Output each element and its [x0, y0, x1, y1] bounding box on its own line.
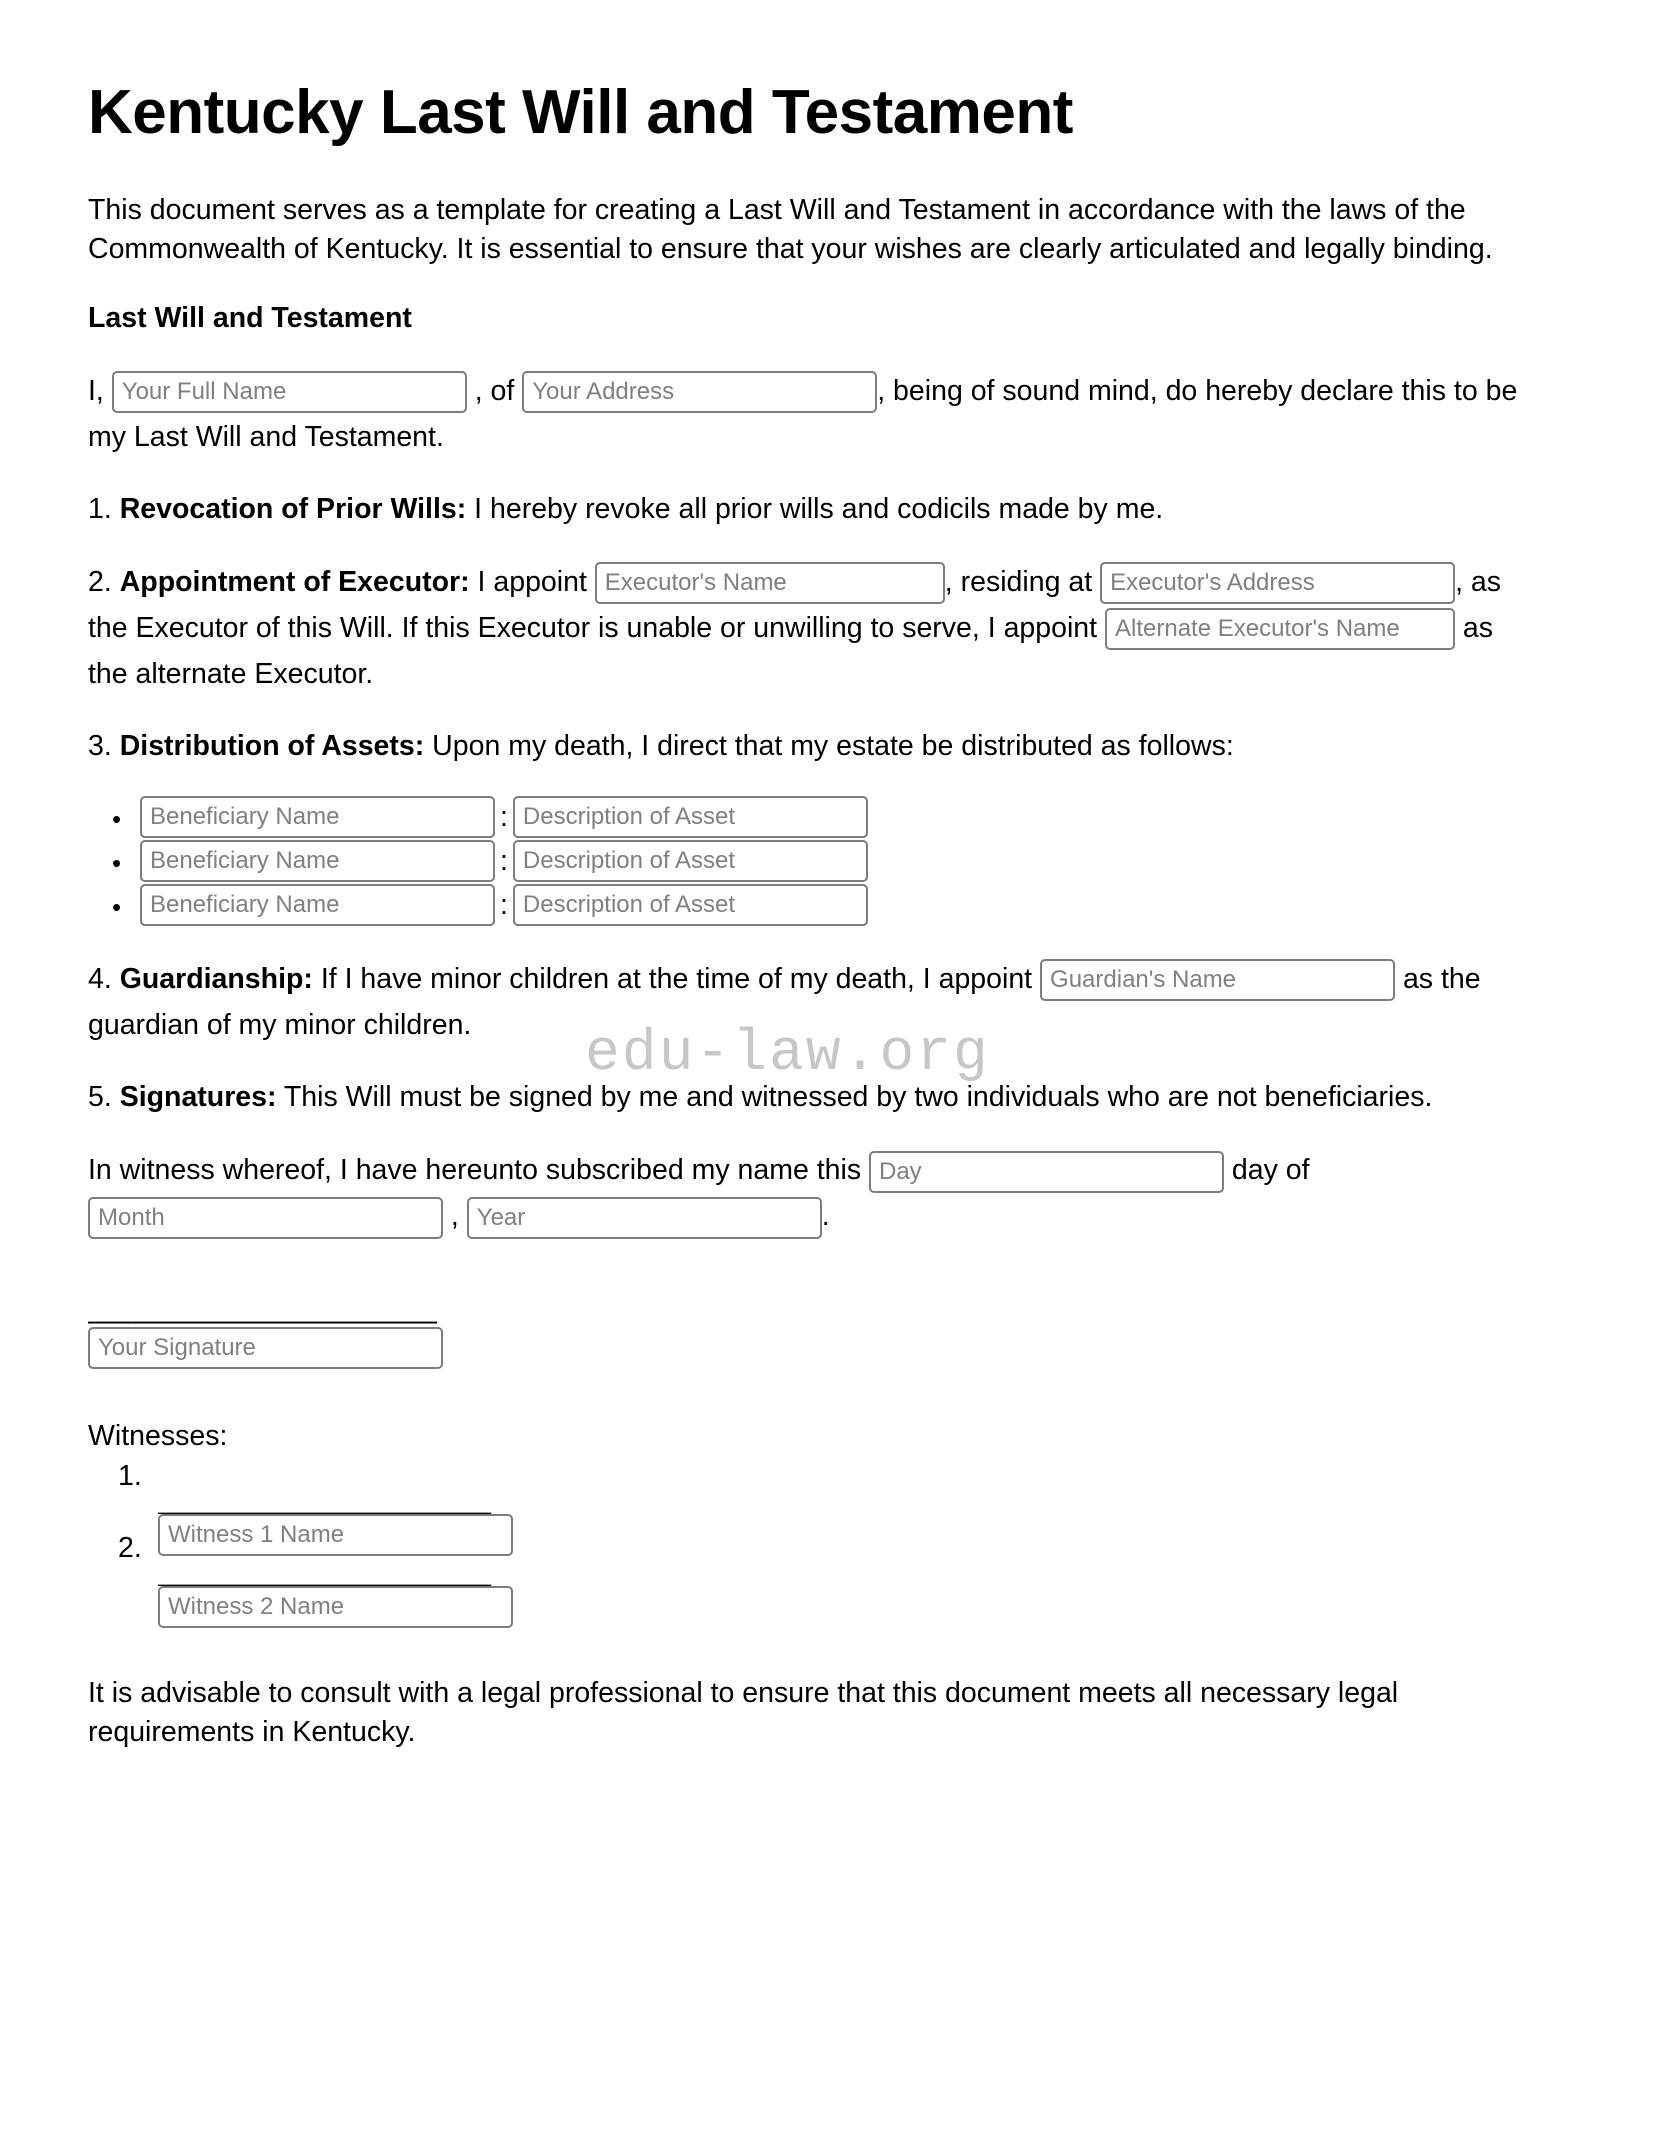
year-input[interactable] [467, 1197, 822, 1239]
revocation-heading: Revocation of Prior Wills: [119, 493, 467, 525]
attestation-text-1: In witness whereof, I have hereunto subscribed my name this [88, 1154, 862, 1187]
list-item [140, 796, 1528, 838]
signature-block [88, 1295, 1528, 1369]
asset-description-input-1[interactable] [513, 796, 868, 838]
signature-input-wrapper [88, 1327, 1528, 1369]
list-item [140, 840, 1528, 882]
executor-address-input[interactable] [1100, 562, 1455, 604]
witness-1-name-input[interactable] [158, 1514, 513, 1556]
attestation-text-4: . [821, 1200, 830, 1233]
attestation-text-2: day of [1231, 1154, 1310, 1187]
guardianship-text-1: If I have minor children at the time of my death, I appoint [320, 962, 1033, 995]
asset-description-input-3[interactable] [513, 884, 868, 926]
alternate-executor-input[interactable] [1105, 608, 1455, 650]
distribution-heading: Distribution of Assets: [119, 730, 425, 763]
section-guardianship [88, 956, 1528, 1048]
section-subheading: Last Will and Testament [88, 301, 412, 334]
declaration-sentence [88, 368, 1528, 460]
declaration-tail: , being of sound mind, do hereby declare this to be my Last Will and Testament. [88, 374, 1518, 453]
guardianship-number: 4. [88, 962, 112, 995]
full-name-input[interactable] [112, 371, 467, 413]
list-item [158, 1558, 1528, 1628]
list-item [140, 884, 1528, 926]
distribution-body: Upon my death, I direct that my estate be distributed as follows: [432, 730, 1234, 763]
asset-distribution-list [88, 796, 1528, 926]
address-input[interactable] [522, 371, 877, 413]
section-distribution [88, 727, 1528, 766]
signatures-number: 5. [88, 1081, 112, 1114]
page-title: Kentucky Last Will and Testament [88, 78, 1073, 147]
signature-input[interactable] [88, 1327, 443, 1369]
closing-paragraph: It is advisable to consult with a legal professional to ensure that this document meets all necessary legal requirements in Kentucky. [88, 1677, 1399, 1748]
row-separator: : [500, 888, 508, 921]
guardianship-text-2: as the guardian of my minor children. [88, 962, 1481, 1042]
document-body [88, 78, 1528, 1752]
guardian-name-input[interactable] [1040, 959, 1395, 1001]
signatures-heading: Signatures: [119, 1081, 277, 1114]
watermark-text: edu-law.org [585, 1022, 990, 1087]
attestation-sentence [88, 1147, 1528, 1239]
beneficiary-name-input-3[interactable] [140, 884, 495, 926]
beneficiary-name-input-2[interactable] [140, 840, 495, 882]
declaration-lead: I, [88, 374, 104, 407]
executor-number: 2. [88, 565, 112, 598]
section-revocation [88, 490, 1528, 529]
executor-heading: Appointment of Executor: [119, 565, 470, 598]
revocation-number: 1. [88, 493, 112, 525]
guardianship-heading: Guardianship: [119, 962, 313, 995]
witnesses-label: Witnesses: [88, 1420, 228, 1453]
list-item [158, 1486, 1528, 1556]
attestation-text-3: , [450, 1200, 459, 1233]
witnesses-list [88, 1486, 1528, 1628]
witness-2-name-input[interactable] [158, 1586, 513, 1628]
signatures-body: This Will must be signed by me and witnessed by two individuals who are not beneficiaries. [283, 1081, 1433, 1114]
executor-text-4: as the alternate Executor. [88, 611, 1494, 691]
row-separator: : [500, 844, 508, 877]
intro-paragraph: This document serves as a template for creating a Last Will and Testament in accordance with the laws of the Commonwealth of Kentucky. It is essential to ensure that your wishes are clearly articulated and legally binding. [88, 194, 1493, 266]
beneficiary-name-input-1[interactable] [140, 796, 495, 838]
declaration-middle: , of [474, 374, 515, 407]
revocation-body: I hereby revoke all prior wills and codicils made by me. [474, 493, 1164, 525]
executor-name-input[interactable] [595, 562, 945, 604]
executor-text-3: , as the Executor of this Will. If this Executor is unable or unwilling to serve, I appoint [88, 565, 1501, 644]
executor-text-1: I appoint [477, 565, 587, 598]
witness-rule-1: _____________________ [158, 1486, 491, 1515]
executor-text-2: , residing at [944, 565, 1093, 598]
witness-rule-2: _____________________ [158, 1558, 491, 1587]
month-input[interactable] [88, 1197, 443, 1239]
row-separator: : [500, 800, 508, 833]
day-input[interactable] [869, 1151, 1224, 1193]
distribution-number: 3. [88, 730, 112, 763]
asset-description-input-2[interactable] [513, 840, 868, 882]
section-signatures [88, 1078, 1528, 1117]
signature-rule: ______________________ [88, 1295, 437, 1326]
section-executor [88, 559, 1528, 697]
